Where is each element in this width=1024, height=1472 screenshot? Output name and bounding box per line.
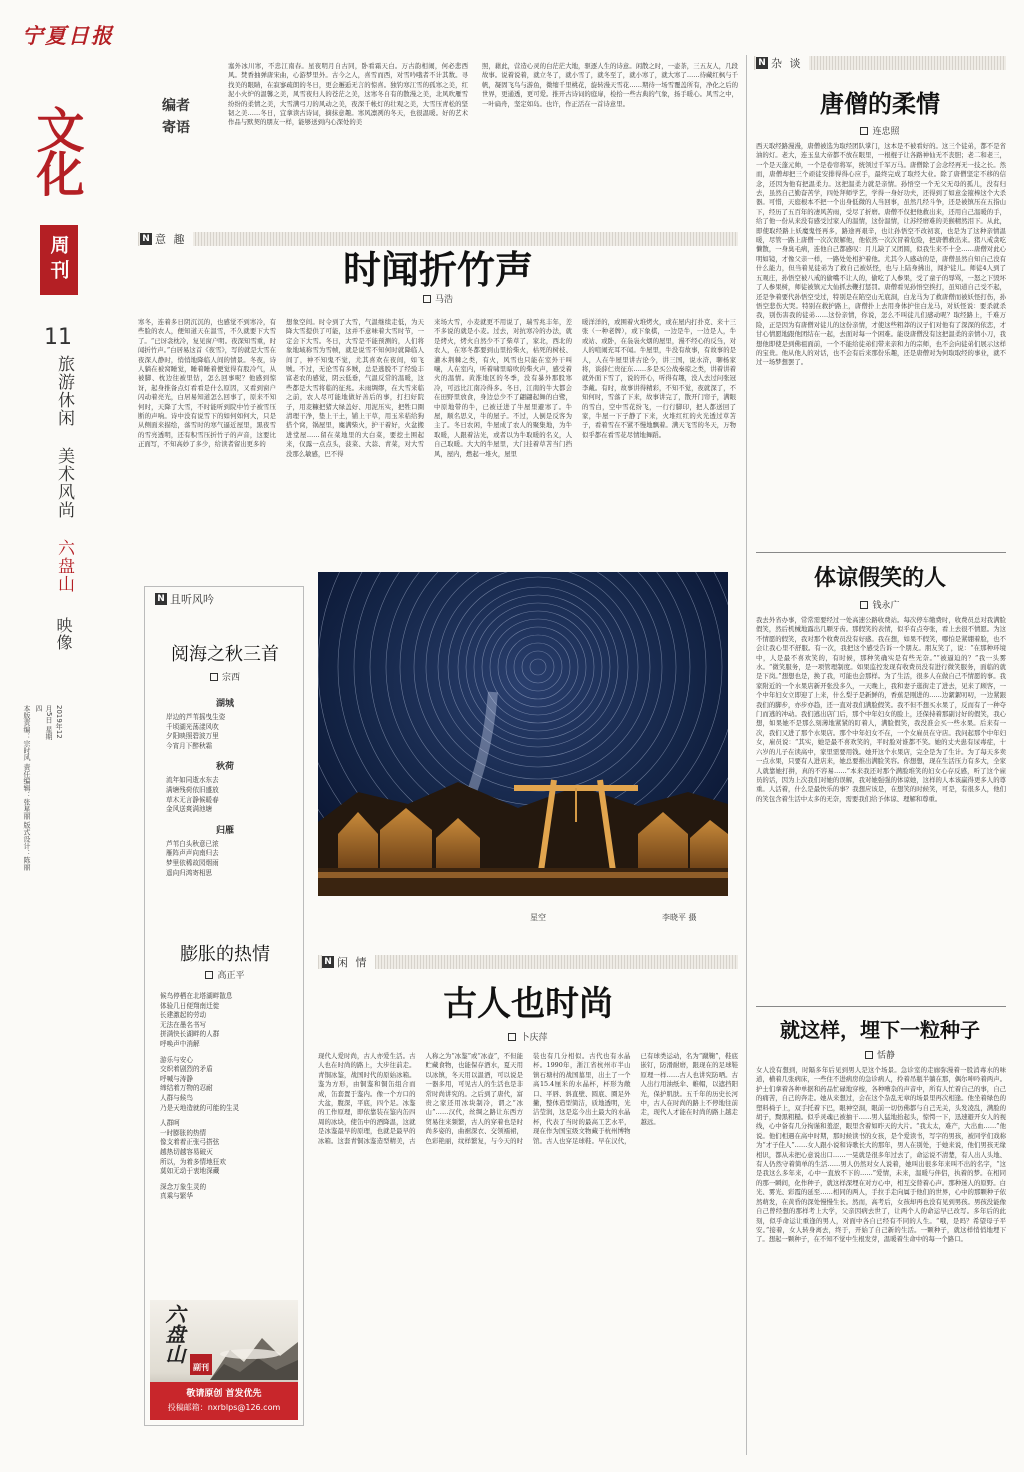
liupanshan-line1: 敬请原创 首发优先	[186, 1389, 262, 1399]
poem-pengzhang-body	[160, 992, 300, 1202]
article-guren-body: 现代人爱时尚，古人亦爱生活。古人也在时尚的路上，大步往前走。青铜冰鉴，战国时代的原始冰箱。鉴为方形，由铜鉴和铜缶组合而成，缶套置于鉴内。像一个方口的大盆，腹深，平底，四个足。冰鉴的工作原理，即依靠装在鉴内缶四周的冰块，使缶中的酒降温，这就是冰鉴最早的原理，也就是最早的冰箱。这套青铜冰鉴造型精美，古人称之为“冰鉴”或“冰壶”，不但能贮藏食物，也能保存酒水，夏天用以冰镇，冬天用以温酒，可以说是一器多用，可见古人的生活也是非常时尚讲究的。之后到了唐代，富贵之家还用冰块制冷，谓之“冰山”……汉代，丝绸之路让东西方贸易往来频繁，古人的穿着也是时尚多姿的，曲裾深衣、交领襦裙，色彩艳丽，纹样繁复，与今天的时装也有几分相似。古代也有水晶杯。1990年，浙江省杭州市半山镇石塘村的战国墓里，出土了一个高15.4厘米的水晶杯，杯形为敞口、平唇、斜直壁、圆底、圈足外撇，整体造型简洁，质地透明，光洁莹润，这是迄今出土最大的水晶杯，代表了当时的最高工艺水平，现在作为国宝级文物藏于杭州博物馆。古人也穿足球鞋。早在汉代，已有球类运动，名为“蹴鞠”，鞋底嵌钉，防滑耐磨，跟现在的足球鞋原理一样……古人也讲究防晒。古人出行用油纸伞、帷帽，以遮挡阳光，保护肌肤。五千年的历史长河中，古人在时尚的路上不停地往前走，现代人才能在时尚的路上越走越远。	[318, 1052, 738, 1145]
section-label-zatan: 杂 谈	[771, 57, 803, 70]
poem-line: 乃是天地造就的可能的生灵	[160, 1103, 240, 1112]
poem-line: 体验几日便翔南迁徙	[160, 1001, 220, 1010]
byline-author-yuehai: 宗西	[221, 673, 240, 683]
poem-line: 候鸟停栖在北塔湖畔散息	[160, 992, 233, 1000]
editor-note-label-2: 寄语	[162, 120, 190, 136]
poem-line: 像支着着正张弓搭弦	[160, 1138, 220, 1147]
byline-author-shijian: 马浩	[434, 295, 453, 305]
poem-line: 夕阳映照碧波万里	[166, 732, 219, 741]
headline-tangseng: 唐僧的柔情	[820, 90, 940, 118]
poem-line: 无法在墨名书写	[160, 1020, 207, 1029]
byline-jiaxiao	[754, 598, 1006, 611]
section-label-qieting: 且听风吟	[170, 593, 214, 606]
n-icon: N	[140, 233, 152, 245]
n-icon: N	[155, 593, 167, 605]
editor-note-label	[162, 95, 202, 137]
poem-line: 人群与候鸟	[160, 1093, 193, 1102]
section-bar-xianqing	[318, 955, 738, 969]
poem-line: 拼满快长湖畔的人群	[160, 1030, 220, 1039]
page-number: 11	[44, 325, 72, 350]
article-shijian-col-2: 想象空间。时令到了大雪，气温继续走低，为天降大雪提供了可能，这并不意味着大雪时节，一定会下大雪。冬日，大雪是不能预测的，人们将象地域称雪为雪帧，就是说雪不知何时就降临人间了，神不知鬼不觉，尤其喜欢在夜间，如飞贼。不过，无论雪有多贼，总是逃脱不了经验丰富老农的感觉，阴云低垂，气温反常的温暖，这些都是大雪将临的征兆。未雨绸缪，在大雪来临之前，农人尽可能地做好善后的事，打扫好院子，用麦糠把猪大绿盖好、用泥压实，把牲口圈清理干净，垫上干土，铺上干草，用玉米秸给狗搭个窝，锅屋里，麋满柴火，护干着好，火盆搬进堂屋……留在菜地里的大白菜，要挖土围起来，仅露一点点头，菠菜、大蒜、青菜，对大雪没那么敏感，巴不得	[286, 318, 424, 458]
article-zhongzi-body: 女人没有想到，时隔多年后见到男人是这个场景。急诊室的走廊弥漫着一股消毒水的味道，横着几张病床，一些住不进病房的急诊病人，拎着吊瓶半躺在那，偶尔呻吟着两声。护士们拿着各种单据和药品忙碌地穿梭，各种嘈杂的声音中，所有人忙着自己的事，自己的痛苦，自己的奔走。她从来想过，会在这个杂乱无章的场景里再次相逢。他坐着绿色的塑料椅子上，双手托着下巴，眼神空洞，眼前一切仿佛都与自己无关，头发凌乱，满脸的胡子，黝黑粗糙。似乎灵魂已被抽干……男人猛地抬起头，惊愕一下，迅速避开女人的视线，心中备有几分拘谨和羞涩，眼里含着如昨天的大片。“我太太，难产，大出血……”他说。他们相遇在高中时期，那时候读书的女孩，是个爱读书，写字的男孩，被同学们戏称为“才子佳人”……女人跟小说和诗歌长大的那年，男人在别处，于她来说，他们男孩无缘相识，都从未把心意说出口……一晃就是很多年过去了，命运说不清楚，有人出人头地、有人仍然守着简单的生活……男人仍然对女人说着，她叫出很多年来叫不出的名字，“这是我这么多年来，心中一直放不下的……”爱情，未来，温暖与伴侣，执着的梦。在相同的那一瞬间，化作种子，就这样深埋在对方心中，相互交替着心声。那种迷人的原野。白光、雾光、彩霞的延至……相同的两人，手拉手走向属于他们的世界，心中的那颗种子依然萌发，在黄昏的深处慢慢生长。然而，高考后，女孩却再也没有见到男孩。男孩没能像自己曾经想的那样考上大学，父亲因病去世了，让两个人的命运早已改写。多年后的此刻，似乎命运让重逢的男人，对面中各自已经有不同的人生。“哦，是吗？希望母子平安。”接着，女人转身离去，终于，开始了自己新的生活。一颗种子，就这样悄悄地埋下了。想起一颗种子，在不知不觉中生根发芽，温暖着生命中的每一个路口。	[756, 1066, 1006, 1244]
poem-section-head: 秋荷	[215, 762, 234, 773]
poem-line: 今宵月下醉秋霜	[166, 741, 213, 750]
byline-pengzhang	[150, 968, 300, 981]
poem-line: 一时膨胀的热情	[160, 1128, 207, 1137]
headline-zhongzi: 就这样，埋下一粒种子	[780, 1018, 980, 1042]
poem-line: 芦苇白头秋意已浓	[166, 839, 219, 848]
divider-rule	[756, 1006, 1006, 1007]
liupanshan-line2: 投稿邮箱：nxrblps@126.com	[167, 1403, 281, 1412]
poem-line: 所以，为着多情地狂欢	[160, 1157, 226, 1166]
poem-line: 呼喊与涛静	[160, 1074, 193, 1083]
poem-line: 缔结着万物的忍耐	[160, 1084, 213, 1093]
byline-box-icon	[423, 295, 431, 303]
byline-author-jiaxiao: 钱永广	[872, 601, 900, 611]
article-tangseng-body: 西天取经路漫漫，唐僧被选为取经团队掌门，这本是不被看好的。这三个徒弟，都不是省油的灯。老大，连玉皇大帝都不放在眼里，一根棍子让各路神仙无不丧胆；老二和老三，一个是天蓬元帅，一个是卷帘将军，统领过千军万马。唐僧除了会念经再无一技之长。然而，唐僧却把三个顽徒安排得得心应手，最终完成了取经大业。除了唐僧坚定不移的信念，还因为他有把温柔力。这把温柔力就是亲情。孙悟空一个无父无母的孤儿，没有归去，虽然自己勤奋苦学，四处拜师学艺，学得一身好功夫，还得到了如意金箍棒这个大杀器。可惜，天庭根本不把一个出身低微的人当回事，虽然几经斗争，还是被镇压在五指山下，经历了五百年的凄风苦雨，受尽了折磨。唐僧不仅把他救出来，还用自己温暖的手，给了他一份从来没有感受过家人的温情，这份温情，让苏经磨难的美猴精然泪下。从此，即使取经路上妖魔鬼怪再多，路途再艰辛，也让孙悟空不改初衷，也是为了这种亲情温暖，尽管一路上唐僧一次次误解他，他依然一次次冒着危险，把唐僧救出来。猪八戒贪吃懒散，一身臭毛病，连他自己都感叹：月儿缺了又团圆，似我生来不十全……唐僧对此心明如镜，才像父亲一样，一路处处相护着他。尤其今人感动的是，唐僧虽然自知自己没有什么能力，但当着见徒弟为了救自己被妖怪，也与上陆身拂出，闯护徒儿。师徒4人到了五观庄，孙悟空被八戒的偷嘴不让人的，偷吃了人参果，受了童子的辱骂，一怒之下毁坏了人参果树，师徒被镇元大仙抓去鞭打惩罚。唐僧看见孙悟空挨打，虽知道自己受不起，还是争着要代孙悟空受过，特别是在陷空山无底洞，白龙马为了救唐僧而被妖怪打伤，孙悟空悲伤大哭。特别在救护路上，唐僧扑上去用身体护住白龙马，对妖怪说：要杀就杀我，别伤害我的徒弟……这份亲情，你说，怎么不叫徒儿们感动呢？取经路上，千难万险，正是因为有唐僧对徒儿的这份亲情，才使这些粗莽的汉子们对他有了深深的依恋，才甘心情愿地跟他团结在一起，去面对每一个困难。能设唐僧没有这把温柔的亲情小刀，我想他即使是到佛祖面前，一个不能给徒弟们带来亲和力的宗师，也不会向徒弟们展示这样的宝贵。他从他人的对话，也不会有后来那份乐趣，还是唐僧对为何取取经的事业，就不过一场梦想罢了。	[756, 142, 1006, 367]
poem-line: 越热切越容易破灭	[160, 1147, 213, 1156]
star-trail-image	[318, 572, 728, 896]
byline-author-zhongzi: 恬静	[876, 1051, 895, 1061]
poem-line: 长建激起的劳动	[160, 1011, 207, 1020]
photo-caption-title: 星空	[530, 913, 546, 922]
section-label-xianqing: 闲 情	[337, 956, 369, 969]
liupanshan-banner	[150, 1382, 298, 1420]
poem-line: 流年如同逝水东去	[166, 776, 219, 785]
poem-yuehai-body	[150, 696, 300, 878]
masthead-logo: 宁夏日报	[22, 23, 114, 48]
byline-box-icon	[860, 127, 868, 135]
poem-line: 千顷湖光荡漾风吹	[166, 722, 219, 731]
liupanshan-sub: 副刊	[193, 1363, 209, 1372]
byline-box-icon	[865, 1051, 873, 1059]
editor-note-label-1: 编者	[162, 98, 190, 114]
mountain-clouds-image	[210, 1320, 298, 1380]
byline-guren	[318, 1030, 738, 1043]
byline-author-tangseng: 连忠照	[872, 127, 900, 137]
topic-travel: 旅游休闲	[54, 355, 74, 427]
section-week: 周刊	[47, 235, 70, 285]
poem-line: 雁阵声声向南归去	[166, 849, 219, 858]
section-title-wenhua: 文化	[28, 105, 84, 193]
byline-zhongzi	[754, 1048, 1006, 1061]
photo-caption-credit: 李晓平 摄	[662, 913, 697, 922]
byline-box-icon	[210, 673, 218, 681]
poem-line: 交织着剧烈的矛盾	[160, 1065, 213, 1074]
liupanshan-sub-badge	[190, 1354, 212, 1375]
article-shijian-col-4: 暖洋洋的，或围着火堆烤火，或在屋内打扑克、来十三张（一种老牌），或下象棋，一边是牛，一边是人，牛或站、或卧，在袅袅火烟的屋里，漫不经心的反刍，对人的喧闹充耳不闻。牛屋里，牛没有故事，有故事的是人，人在牛屋里讲古论今，讲三国，说水浒，聊杨家将，谈薛仁贵征东……多是买公战秦琼之类，讲着讲着就外面下雪了，说的开心，听得有趣，没人去过问张冠李戴。有时，故事讲得精彩，不知不觉，夜就深了，不知何时，雪落了下来，故事讲完了，散开门帘子，满眼的雪白，空中雪花纷飞，一行行脚印，把人都送回了家，牛屋一下子静了下来，火堆红红的火光透过草苫子，看着雪在不紧不慢地飘着。满天飞雪的冬天，万物似乎都在看雪花尽情地舞蹈。	[582, 318, 736, 439]
topic-art: 美术风尚	[54, 447, 74, 519]
topic-image: 映像	[54, 617, 73, 651]
headline-shijian: 时闻折竹声	[342, 248, 533, 292]
poem-line: 真乘与繁华	[160, 1192, 193, 1201]
byline-box-icon	[860, 601, 868, 609]
poem-section-head: 归雁	[215, 825, 234, 836]
column-divider-right	[746, 55, 747, 1455]
byline-author-guren: 卜庆萍	[520, 1033, 548, 1043]
liupanshan-ad	[150, 1300, 298, 1420]
poem-line: 人群呵	[160, 1119, 180, 1128]
poem-line: 呼唤声中消解	[160, 1039, 200, 1048]
page-credits: 本版责编：宗时风 责任编辑：张星丽 版式设计：陈丽	[23, 705, 31, 871]
byline-shijian	[138, 292, 738, 305]
poem-line: 满塘残荷依旧盛放	[166, 785, 219, 794]
headline-guren: 古人也时尚	[443, 984, 613, 1024]
poem-section-head: 湖城	[215, 699, 234, 709]
n-icon: N	[756, 57, 768, 69]
poem-yuehai-title: 阅海之秋三首	[171, 644, 279, 665]
poem-line: 岸边的芦苇摇曳生姿	[166, 713, 226, 721]
section-week-box	[40, 225, 78, 295]
byline-box-icon	[205, 971, 213, 979]
poem-line: 游乐与安心	[160, 1055, 193, 1064]
editor-note-col2: 照，藉此，营造心灵的白茫茫大地，驱逐人生的诗意。闲散之时，一壶茶，三五友人，几段故事。说着说着，就立冬了，就小雪了，就冬至了，就小寒了，就大寒了……待藏红枫与千帆，凝固飞鸟与游鱼，微缩千里桃花，旋转漫天雪花……期待一场雪覆盖所有，净化之后的世界，更通透，更可爱。推开古诗词的庭扉，检拾一些古典的气象，扬手暖心。风雪之中，一叶扁舟，坚定如岛。也许，作正活在一首诗意里。	[482, 62, 738, 108]
star-trail-photo	[318, 572, 728, 896]
headline-jiaxiao: 体谅假笑的人	[813, 566, 946, 591]
article-shijian-col-1: 寒冬，连着多日阴沉沉的，也感觉不到寒冷，有些脸的农人，便知道天在温雪，不久就要下大雪了。“已讶衾枕冷，复见窗户明。夜深知雪重，时闻折竹声。”白居易这首《夜雪》，写的就是大雪在夜深人静时，悄悄地降临人间的情景。冬夜，诗人躺在被窝睡觉，睡着睡着便觉得有股冷气，从被脚、枕边往被里钻，怎么回事呢？他感到惊讶，起身推备点灯看看是什么原因，又看到窗户闪动着亮光，白居易知道怎么回事了，原来不知何时，天降了大雪，不时能听到院中竹子被雪压断的声响。诗中没有说雪下的如何如何大，只是从侧面来描绘，落雪时的寒气逼近屋里，黑夜雪的雪亮透明，还有积雪压折竹子的声音，这要比正面写，不知高妙了多少，给读者留出更多的	[138, 318, 276, 449]
poem-line: 金风送爽满池塘	[166, 805, 213, 814]
poem-pengzhang-title: 膨胀的热情	[180, 944, 270, 965]
poem-line: 遥向归鸿寄相思	[166, 868, 213, 877]
poem-line: 深念万象生灵的	[160, 1182, 207, 1191]
poem-line: 草木无言静候暖春	[166, 795, 219, 804]
section-tag-qieting	[155, 592, 214, 606]
poem-line: 莫如无动于衷地深藏	[160, 1167, 220, 1176]
section-banner	[22, 105, 100, 871]
byline-author-pengzhang: 高正平	[217, 971, 245, 981]
poem-line: 梦里依稀故园烟雨	[166, 858, 219, 867]
section-tag-xianqing	[322, 955, 375, 969]
byline-tangseng	[754, 124, 1006, 137]
masthead	[22, 20, 132, 48]
liupanshan-calligraphy: 六盘山	[162, 1304, 186, 1364]
byline-yuehai	[150, 670, 300, 683]
section-label-yiqu: 意 趣	[155, 233, 187, 246]
page-date: 2019年12月5日 星期四	[35, 705, 63, 740]
divider-rule	[756, 552, 1006, 553]
topic-liupanshan: 六盘山	[54, 539, 74, 593]
article-jiaxiao-body: 我去外省办事，常常需要经过一处高速公路收费站。每次停车缴费时，收费员总对我满脸假笑，然后机械地露出几颗牙齿。那假笑的表情，似乎有点夸张，看上去很不情愿。为这不情愿的假笑，我对那个收费员没有好感。我在想，如果不假笑，哪怕是紧绷着脸，也不会让我心里不舒服。有一次，我把这个感受告诉一个朋友。朋友笑了，说：“在那种环境中，人是最不喜欢笑的，有时候，那种笑确实是有些无奈。”“被逼迫的？”我一头雾水。“微笑服务，是一项管理制度。如果监控发现有收费员没有进行微笑服务，面临的就是下岗。”想想也是，换了我，可能也会那样。为了生活，很多人在做自己不情愿的事。我家附近的一个水果店新开张没多久，一天晚上，我和妻子逛街走了进去，见来了顾客，一个中年妇女立即迎了上来，什么梨子是新鲜的，香蕉是刚进的……边絮絮叨叨，一边紧跟我们的脚步，亦步亦趋，还一直对我们满脸假笑。我不但不想买水果了，反而有了一种夺门而逃的冲动。我们逃出店门后，那个中年妇女的脸上，还保持着那副讨好的假笑，我心想，如果她不是那么刻薄地紧紧的盯着人，满脸假笑，我没准会买一些水果。后来有一次，我们又进了那个水果店。那个中年妇女不在，一个女雇员在守店。我问起那个中年妇女，雇员说：“其实，她是最不喜欢笑的，平时脸对谁都不笑。她的丈夫患有尿毒症，十六岁的儿子在读高中，家里需要用钱。她开这个水果店，完全是为了生计。为了每天多卖一点水果，只要有人进店来，她总要推出满脸笑容。你想想，现在生活压力有多大，全家人就靠她打拼，真的不容易……”本来我还对那个满脸堆笑的妇女心存反感，听了这个雇员的话，因为上次我们对她的误解，我对她强强的体谅她，这样的人本该赢得更多人的尊重。人活着，什么是最快乐的事？我想应该是，在想笑的时候笑，可是，有很多人，他们的笑包含着生活中太多的无奈，需要我们给予体谅、理解和尊重。	[756, 616, 1006, 803]
article-shijian-col-3: 来场大雪，小麦就更不用说了，瑞雪兆丰年，差不多说的就是小麦。过去，对抗寒冷的办法，就是烤火，烤火自然少不了柴草了，家北，西北的农人，在寒冬都要到山里拾柴火，枯死的树枝、灌木荆棘之类，有火，风雪也只能在室外干叫嚷，人在室内，听着啸里暗吹的柴火声，感受着火的温情。黄淮地区的冬季，没有暴外那股寒冷，可远比江南冷得多。冬日，江南的牛大都会在田野里放食，身边总少不了翩翩起舞的白鹭，中原地带的牛，已被迁进了牛屋里避寒了。牛屋，顺名思义，牛的屋子。不过，人倒是反客为主了。冬日农闲，牛屋成了农人的聚集地，为牛取暖，人跟着沾光，或者以为牛取暖的名义，人自己取暖。大大的牛屋里，大门挂着草苫当门挡风，屋内，燃起一堆火，屋里	[434, 318, 572, 458]
n-icon: N	[322, 956, 334, 968]
editor-note-col1: 塞外冰川寒，不忠江南春。星夜明月自古同，卧看霜天白。万古韵相闹，何必悲西风。焚香抽弹唐宋曲，心游梦里外。古今之人，喜雪而西，对雪吟哦者不计其数。寻找美的眼睛，在寂寥疏朗的冬日，更会邂逅无言的惊喜。独钓寒江雪的孤寒之美，红泥小火炉的温馨之美，风雪夜归人的苍茫之美，这寒冬自有的散漫之美，北风吹雁雪纷纷的柔情之美，大雪满弓刀的风动之美，夜深千帐灯的壮观之美，大雪压青松的坚韧之美……冬日，宜拿读古诗词，摘抹意趣。寒风凛冽的冬天，也很温暖。好的艺术作品与默契的朋友一样，能够送到内心深处的美	[228, 62, 468, 127]
section-tag-zatan	[756, 56, 809, 70]
byline-box-icon	[508, 1033, 516, 1041]
